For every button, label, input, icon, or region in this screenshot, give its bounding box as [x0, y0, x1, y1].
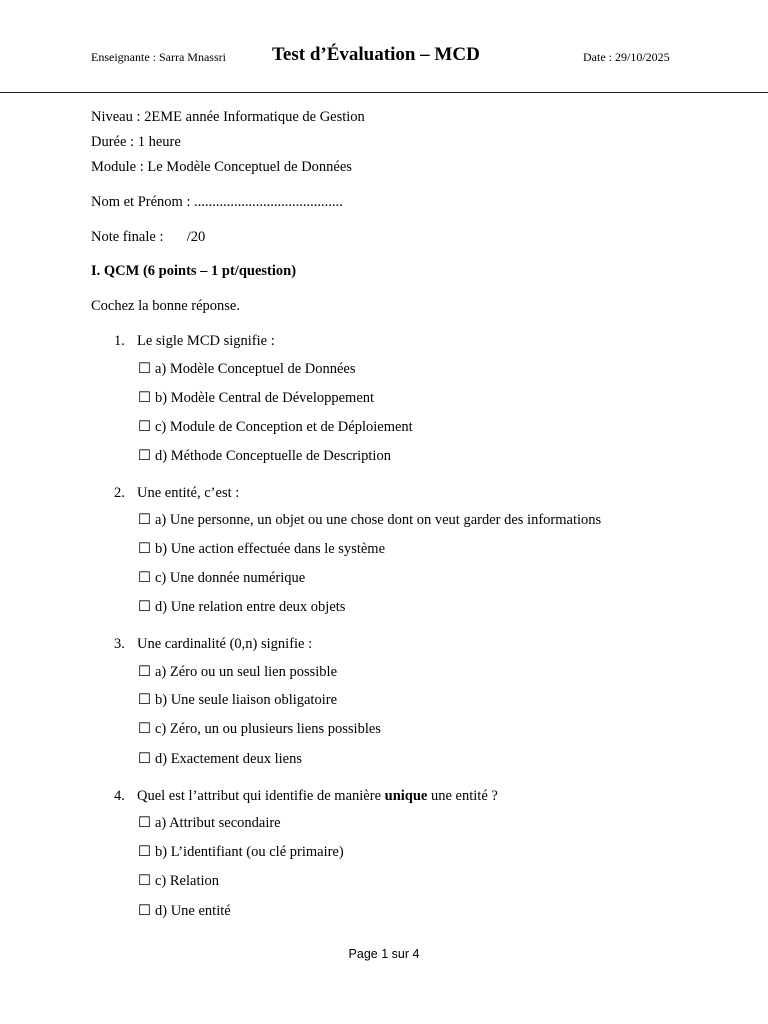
option-text: d) Une entité	[155, 903, 231, 919]
option-text: a) Attribut secondaire	[155, 815, 281, 831]
option-text: a) Modèle Conceptuel de Données	[155, 361, 356, 377]
option-1d[interactable]	[138, 448, 391, 465]
checkbox-icon[interactable]: ☐	[138, 692, 151, 708]
question-text-before: Quel est l’attribut qui identifie de manière	[137, 788, 382, 804]
checkbox-icon[interactable]: ☐	[138, 570, 151, 586]
checkbox-icon[interactable]: ☐	[138, 419, 151, 435]
question-number: 2.	[114, 485, 125, 501]
checkbox-icon[interactable]: ☐	[138, 903, 151, 919]
checkbox-icon[interactable]: ☐	[138, 844, 151, 860]
question-1	[114, 333, 275, 350]
option-3d[interactable]	[138, 751, 302, 768]
option-text: b) Modèle Central de Développement	[155, 390, 375, 406]
option-text: d) Exactement deux liens	[155, 751, 302, 767]
teacher-name: Enseignante : Sarra Mnassri	[91, 50, 226, 64]
duration-line: Durée : 1 heure	[91, 134, 181, 150]
checkbox-icon[interactable]: ☐	[138, 873, 151, 889]
option-4b[interactable]	[138, 844, 344, 861]
page-number: Page 1 sur 4	[348, 947, 420, 961]
final-grade-line	[91, 229, 205, 246]
checkbox-icon[interactable]: ☐	[138, 361, 151, 377]
question-text: Le sigle MCD signifie :	[137, 333, 275, 349]
question-text-bold: unique	[384, 788, 428, 804]
option-4c[interactable]	[138, 873, 219, 890]
option-2b[interactable]	[138, 541, 385, 558]
option-2c[interactable]	[138, 570, 305, 587]
final-grade-total: /20	[186, 229, 206, 245]
option-3a[interactable]	[138, 664, 337, 681]
option-text: c) Une donnée numérique	[155, 570, 306, 586]
question-text-after: une entité ?	[431, 788, 498, 804]
document-date: Date : 29/10/2025	[583, 50, 670, 64]
option-text: b) Une action effectuée dans le système	[155, 541, 386, 557]
question-number: 3.	[114, 636, 125, 652]
option-1a[interactable]	[138, 361, 356, 378]
option-text: b) L’identifiant (ou clé primaire)	[155, 844, 344, 860]
option-text: b) Une seule liaison obligatoire	[155, 692, 338, 708]
option-text: d) Méthode Conceptuelle de Description	[155, 448, 391, 464]
question-number: 4.	[114, 788, 125, 804]
checkbox-icon[interactable]: ☐	[138, 664, 151, 680]
question-2	[114, 485, 239, 502]
option-text: c) Zéro, un ou plusieurs liens possibles	[155, 721, 381, 737]
section-instruction: Cochez la bonne réponse.	[91, 298, 240, 314]
option-3b[interactable]	[138, 692, 337, 709]
option-3c[interactable]	[138, 721, 381, 738]
option-text: a) Zéro ou un seul lien possible	[155, 664, 338, 680]
checkbox-icon[interactable]: ☐	[138, 815, 151, 831]
section-title: I. QCM (6 points – 1 pt/question)	[91, 263, 297, 279]
option-2a[interactable]	[138, 512, 601, 529]
option-4a[interactable]	[138, 815, 281, 832]
checkbox-icon[interactable]: ☐	[138, 751, 151, 767]
document-header	[0, 0, 768, 93]
option-4d[interactable]	[138, 903, 231, 920]
option-1c[interactable]	[138, 419, 413, 436]
question-4	[114, 788, 498, 805]
checkbox-icon[interactable]: ☐	[138, 512, 151, 528]
option-2d[interactable]	[138, 599, 345, 616]
question-number: 1.	[114, 333, 125, 349]
name-field-line: Nom et Prénom : .........................................	[91, 194, 343, 210]
checkbox-icon[interactable]: ☐	[138, 390, 151, 406]
option-text: a) Une personne, un objet ou une chose dont on veut garder des informations	[155, 512, 602, 528]
question-text: Une cardinalité (0,n) signifie :	[137, 636, 313, 652]
checkbox-icon[interactable]: ☐	[138, 541, 151, 557]
option-1b[interactable]	[138, 390, 374, 407]
module-line: Module : Le Modèle Conceptuel de Données	[91, 159, 352, 175]
question-3	[114, 636, 312, 653]
level-line: Niveau : 2EME année Informatique de Gestion	[91, 109, 365, 125]
question-text: Une entité, c’est :	[137, 485, 240, 501]
final-grade-label: Note finale :	[91, 229, 164, 245]
option-text: d) Une relation entre deux objets	[155, 599, 346, 615]
option-text: c) Relation	[155, 873, 220, 889]
option-text: c) Module de Conception et de Déploiement	[155, 419, 413, 435]
document-title: Test d’Évaluation – MCD	[272, 44, 480, 65]
checkbox-icon[interactable]: ☐	[138, 599, 151, 615]
checkbox-icon[interactable]: ☐	[138, 448, 151, 464]
checkbox-icon[interactable]: ☐	[138, 721, 151, 737]
